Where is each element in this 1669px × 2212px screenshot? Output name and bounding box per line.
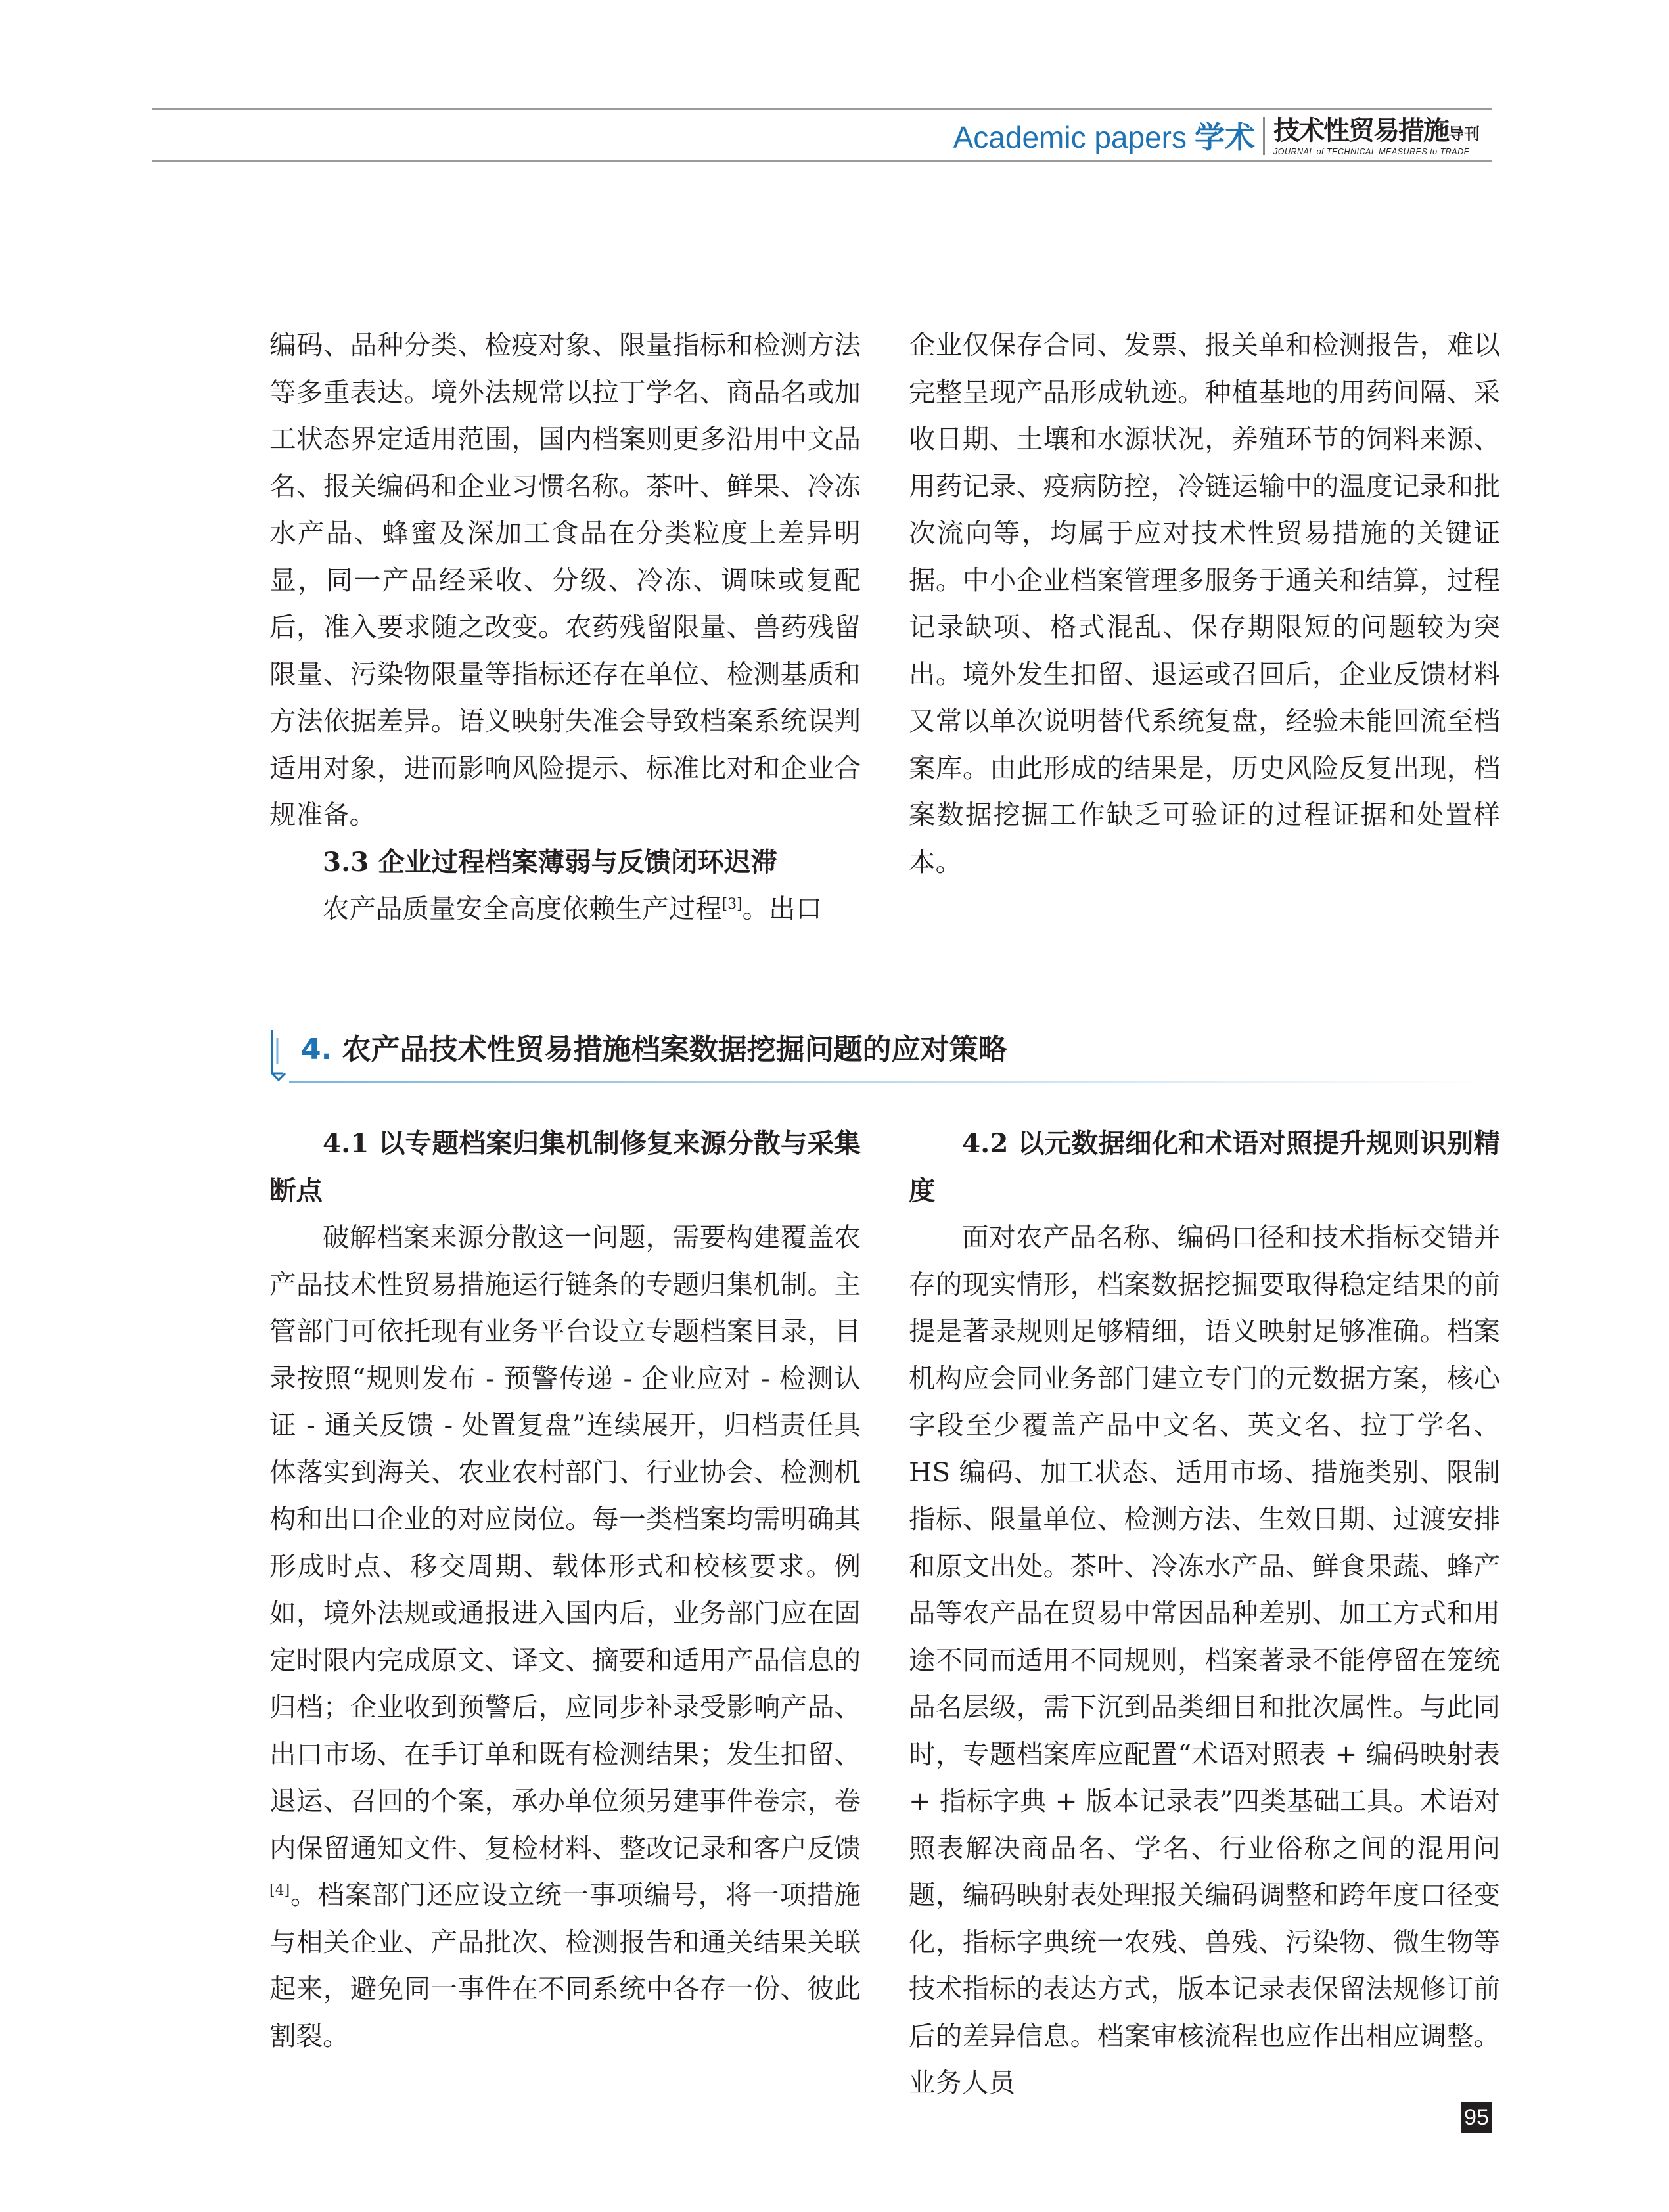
header-top-rule xyxy=(152,108,1492,110)
subsection-heading-3-3: 3.3 企业过程档案薄弱与反馈闭环迟滞 xyxy=(323,846,778,878)
paragraph-text: 。档案部门还应设立统一事项编号，将一项措施与相关企业、产品批次、检测报告和通关结果关联起来，避免同一事件在不同系统中各存一份、彼此割裂。 xyxy=(269,1879,861,2052)
paragraph-text: 农产品质量安全高度依赖生产过程 xyxy=(323,893,722,924)
journal-name-en: JOURNAL of TECHNICAL MEASURES to TRADE xyxy=(1273,147,1470,156)
paragraph: 编码、品种分类、检疫对象、限量指标和检测方法等多重表达。境外法规常以拉丁学名、商品名或加工状态界定适用范围，国内档案则更多沿用中文品名、报关编码和企业习惯名称。茶叶、鲜果、冷冻水产品、蜂蜜及深加工食品在分类粒度上差异明显，同一产品经采收、分级、冷冻、调味或复配后，准入要求随之改变。农药残留限量、兽药残留限量、污染物限量等指标还存在单位、检测基质和方法依据差异。语义映射失准会导致档案系统误判适用对象，进而影响风险提示、标准比对和企业合规准备。 xyxy=(269,329,861,830)
header-bottom-rule xyxy=(152,160,1492,162)
column-upper-left xyxy=(269,322,861,933)
column-lower-right xyxy=(909,1120,1500,2107)
section-label-en: Academic papers xyxy=(953,120,1187,154)
journal-name-cn: 技术性贸易措施 xyxy=(1273,116,1448,146)
page-number: 95 xyxy=(1461,2102,1492,2133)
citation-ref: [4] xyxy=(269,1882,290,1899)
paragraph-text: 破解档案来源分散这一问题，需要构建覆盖农产品技术性贸易措施运行链条的专题归集机制。主管部门可依托现有业务平台设立专题档案目录，目录按照“规则发布 - 预警传递 - 企业应对 - 检测认证 - 通关反馈 - 处置复盘”连续展开，归档责任具体落实到海关、农业农村部门、行业协会、检测机构和出口企业的对应岗位。每一类档案均需明确其形成时点、移交周期、载体形式和校核要求。例如，境外法规或通报进入国内后，业务部门应在固定时限内完成原文、译文、摘要和适用产品信息的归档；企业收到预警后，应同步补录受影响产品、出口市场、在手订单和既有检测结果；发生扣留、退运、召回的个案，承办单位须另建事件卷宗，卷内保留通知文件、复检材料、整改记录和客户反馈 xyxy=(269,1221,861,1864)
section-title: 农产品技术性贸易措施档案数据挖掘问题的应对策略 xyxy=(342,1033,1007,1066)
paragraph xyxy=(269,886,861,933)
paragraph xyxy=(269,1214,861,2060)
journal-logo xyxy=(1273,116,1490,146)
running-header-section xyxy=(854,117,1255,158)
column-lower-left xyxy=(269,1120,861,2060)
paragraph: 企业仅保存合同、发票、报关单和检测报告，难以完整呈现产品形成轨迹。种植基地的用药间隔、采收日期、土壤和水源状况，养殖环节的饲料来源、用药记录、疫病防控，冷链运输中的温度记录和批次流向等，均属于应对技术性贸易措施的关键证据。中小企业档案管理多服务于通关和结算，过程记录缺项、格式混乱、保存期限短的问题较为突出。境外发生扣留、退运或召回后，企业反馈材料又常以单次说明替代系统复盘，经验未能回流至档案库。由此形成的结果是，历史风险反复出现，档案数据挖掘工作缺乏可验证的过程证据和处置样本。 xyxy=(909,329,1500,878)
section-number: 4. xyxy=(301,1033,332,1066)
subsection-heading-4-2: 4.2 以元数据细化和术语对照提升规则识别精度 xyxy=(909,1127,1500,1206)
citation-ref: [3] xyxy=(721,896,743,913)
paragraph: 面对农产品名称、编码口径和技术指标交错并存的现实情形，档案数据挖掘要取得稳定结果的前提是著录规则足够精细，语义映射足够准确。档案机构应会同业务部门建立专门的元数据方案，核心字段至少覆盖产品中文名、英文名、拉丁学名、HS 编码、加工状态、适用市场、措施类别、限制指标、限量单位、检测方法、生效日期、过渡安排和原文出处。茶叶、冷冻水产品、鲜食果蔬、蜂产品等农产品在贸易中常因品种差别、加工方式和用途不同而适用不同规则，档案著录不能停留在笼统品名层级，需下沉到品类细目和批次属性。与此同时，专题档案库应配置“术语对照表 + 编码映射表 + 指标字典 + 版本记录表”四类基础工具。术语对照表解决商品名、学名、行业俗称之间的混用问题，编码映射表处理报关编码调整和跨年度口径变化，指标字典统一农残、兽残、污染物、微生物等技术指标的表达方式，版本记录表保留法规修订前后的差异信息。档案审核流程也应作出相应调整。业务人员 xyxy=(909,1221,1500,2098)
column-upper-right xyxy=(909,322,1500,886)
subsection-heading-4-1: 4.1 以专题档案归集机制修复来源分散与采集断点 xyxy=(269,1127,861,1206)
journal-name-suffix: 导刊 xyxy=(1448,125,1480,143)
header-separator xyxy=(1263,117,1265,155)
section-heading-4 xyxy=(301,1029,1155,1071)
section-rule xyxy=(289,1081,1492,1083)
paragraph-text: 。出口 xyxy=(742,893,823,924)
section-label-zh: 学术 xyxy=(1195,120,1255,155)
